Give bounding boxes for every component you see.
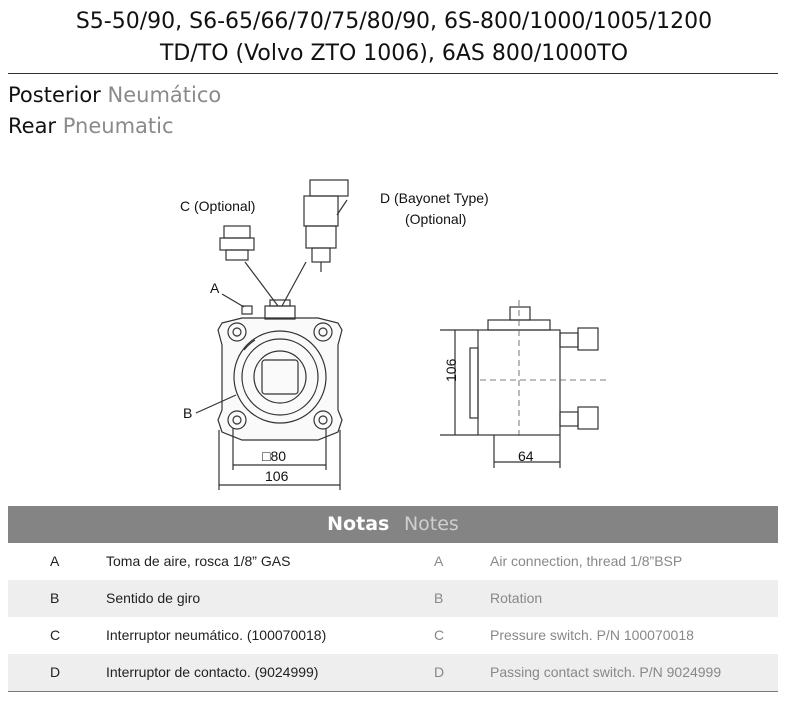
label-b: B [183, 405, 193, 421]
notes-table [8, 506, 778, 691]
dim-106-bottom: 106 [265, 468, 289, 484]
title-line-2: TD/TO (Volvo ZTO 1006), 6AS 800/1000TO [159, 41, 629, 66]
table-row [8, 617, 778, 654]
row-key-es: B [50, 590, 60, 606]
subtitle-english [8, 111, 174, 141]
label-d-line2: (Optional) [405, 211, 467, 227]
dim-64: 64 [518, 448, 534, 464]
subtitle-es-main: Posterior [8, 83, 101, 107]
subtitle-en-main: Rear [8, 114, 57, 138]
table-row [8, 543, 778, 580]
notes-heading-en: Notes [403, 513, 459, 535]
row-text-en: Air connection, thread 1/8”BSP [490, 553, 683, 569]
technical-drawing [0, 150, 788, 500]
label-a: A [210, 280, 220, 296]
label-c: C (Optional) [180, 198, 256, 214]
row-text-en: Pressure switch. P/N 100070018 [490, 627, 694, 643]
row-text-en: Passing contact switch. P/N 9024999 [490, 664, 722, 680]
row-key-en: C [434, 627, 445, 643]
row-text-es: Interruptor de contacto. (9024999) [106, 664, 319, 680]
row-key-en: A [434, 553, 444, 569]
row-key-en: D [434, 664, 445, 680]
row-key-es: C [50, 627, 61, 643]
header-divider [8, 73, 778, 74]
dim-106-side: 106 [443, 358, 459, 382]
subtitle-en-grey: Pneumatic [62, 114, 174, 138]
row-text-es: Toma de aire, rosca 1/8” GAS [106, 553, 291, 569]
notes-heading [8, 506, 778, 543]
table-bottom-divider [8, 691, 778, 692]
row-key-es: D [50, 664, 61, 680]
row-text-es: Sentido de giro [106, 590, 201, 606]
row-text-en: Rotation [490, 590, 543, 606]
row-text-es: Interruptor neumático. (100070018) [106, 627, 327, 643]
row-key-en: B [434, 590, 444, 606]
label-d-line1: D (Bayonet Type) [380, 190, 489, 206]
dim-80: □80 [262, 448, 287, 464]
row-key-es: A [50, 553, 60, 569]
subtitle-spanish [8, 80, 221, 110]
subtitle-es-grey: Neumático [107, 83, 222, 107]
table-row [8, 654, 778, 691]
table-row [8, 580, 778, 617]
title-line-1: S5-50/90, S6-65/66/70/75/80/90, 6S-800/1000/1005/1200 [75, 9, 713, 34]
notes-heading-es: Notas [327, 513, 390, 535]
